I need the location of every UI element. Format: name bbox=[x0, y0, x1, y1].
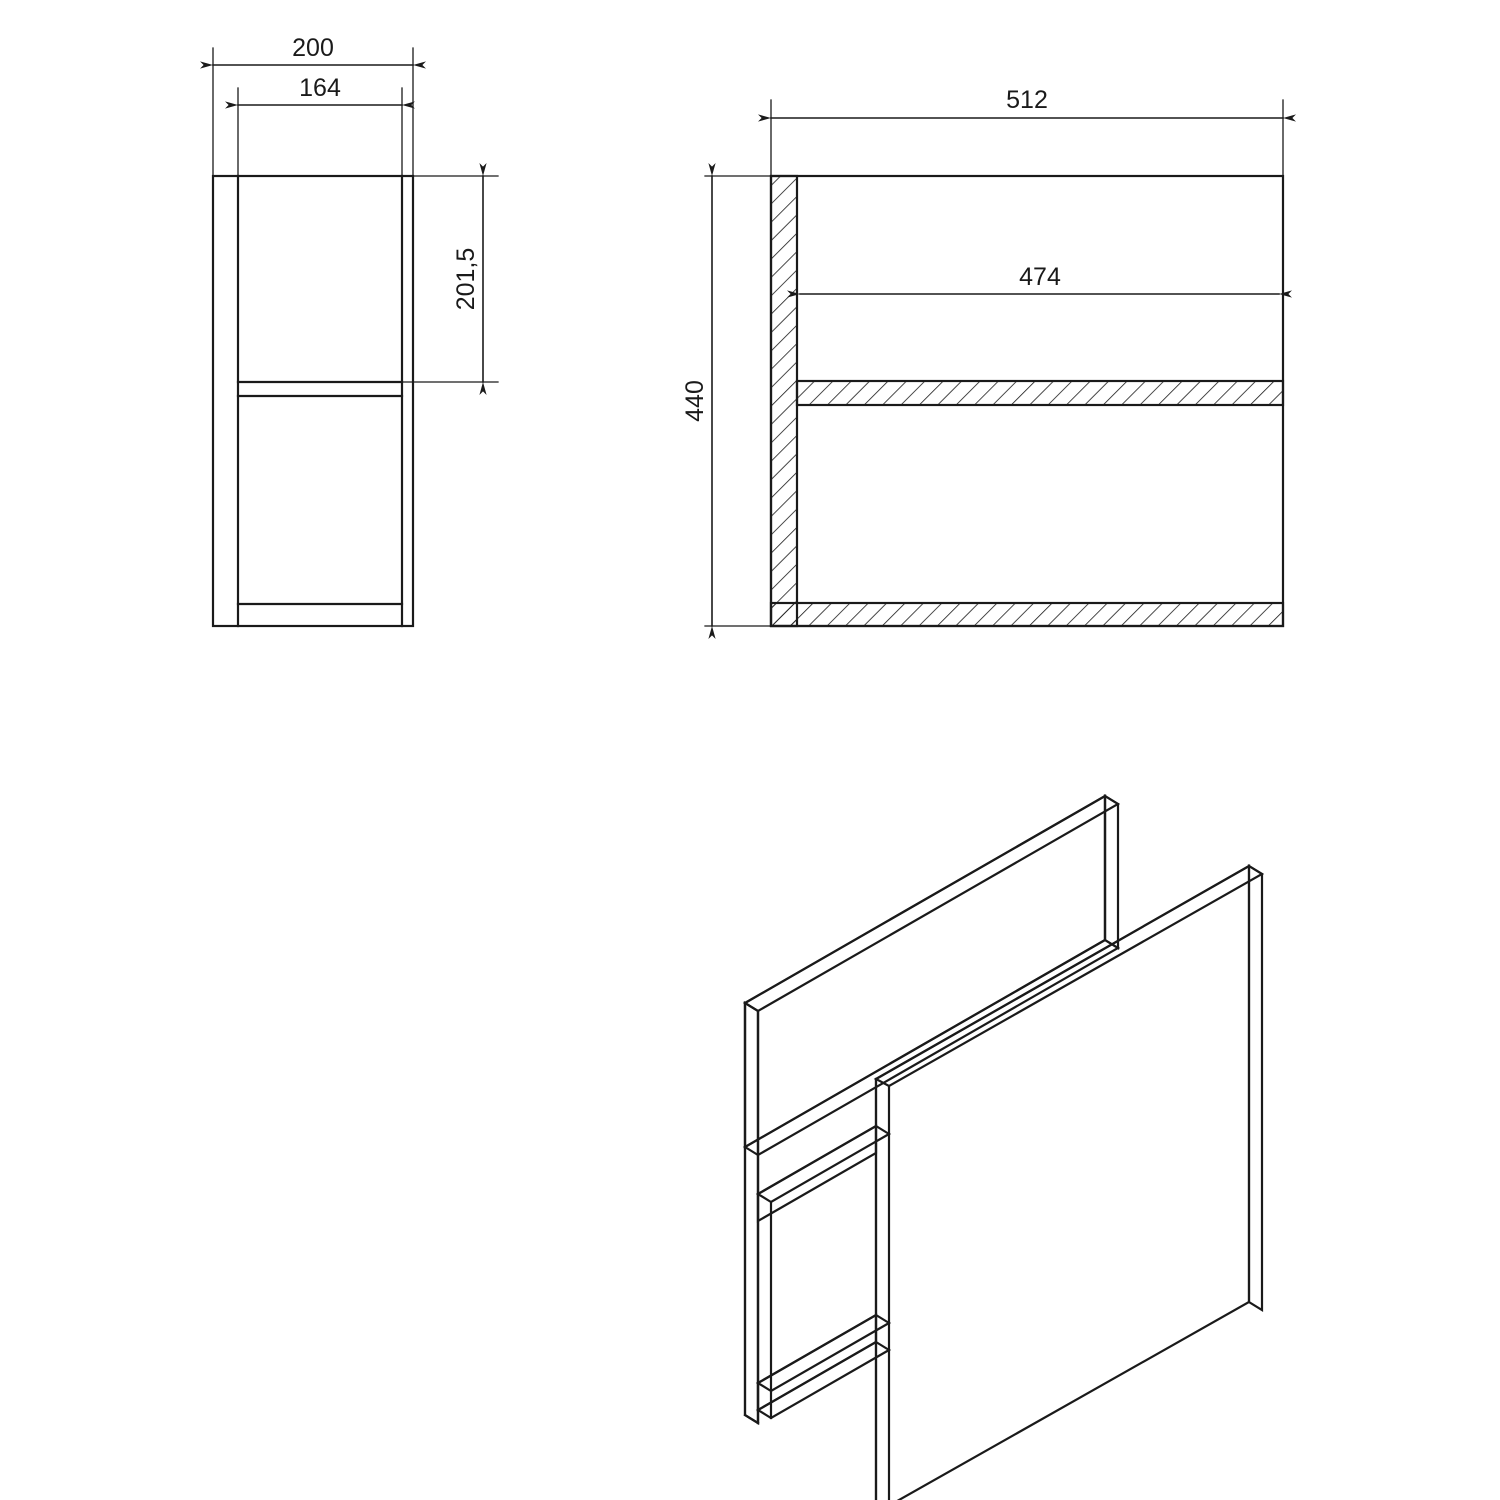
iso-shelf-top bbox=[758, 1126, 889, 1202]
iso-right-panel-side-edge bbox=[1249, 866, 1262, 1310]
front-view-shelf bbox=[797, 381, 1283, 405]
dimension-label-side-upper-height: 201,5 bbox=[452, 247, 480, 311]
iso-bottom-front bbox=[758, 1315, 876, 1410]
iso-bottom-top bbox=[758, 1315, 889, 1391]
dimension-label-side-inner-width: 164 bbox=[299, 74, 341, 102]
side-view bbox=[213, 48, 498, 626]
front-view-bottom-panel bbox=[771, 603, 1283, 626]
iso-back-panel-top-edge bbox=[745, 796, 1118, 1011]
iso-right-panel-face bbox=[876, 866, 1249, 1500]
iso-left-bottom-edge bbox=[745, 1415, 758, 1423]
iso-left-panel-edge bbox=[745, 1003, 758, 1423]
iso-bottom-lower-edge bbox=[758, 1342, 889, 1418]
dimension-label-front-overall-height: 440 bbox=[681, 380, 709, 422]
dimension-label-front-overall-width: 512 bbox=[1006, 86, 1048, 114]
iso-back-panel-right-edge bbox=[1105, 796, 1118, 948]
side-view-extension-lines bbox=[213, 48, 498, 382]
front-view-left-panel bbox=[771, 176, 797, 626]
dimension-label-side-overall-width: 200 bbox=[292, 34, 334, 62]
front-view bbox=[705, 100, 1283, 626]
side-view-outline bbox=[213, 176, 413, 626]
dimension-label-front-inner-width: 474 bbox=[1019, 263, 1061, 291]
isometric-view bbox=[745, 796, 1262, 1500]
iso-left-panel-face bbox=[745, 1003, 758, 1423]
iso-shelf-front bbox=[758, 1126, 876, 1221]
